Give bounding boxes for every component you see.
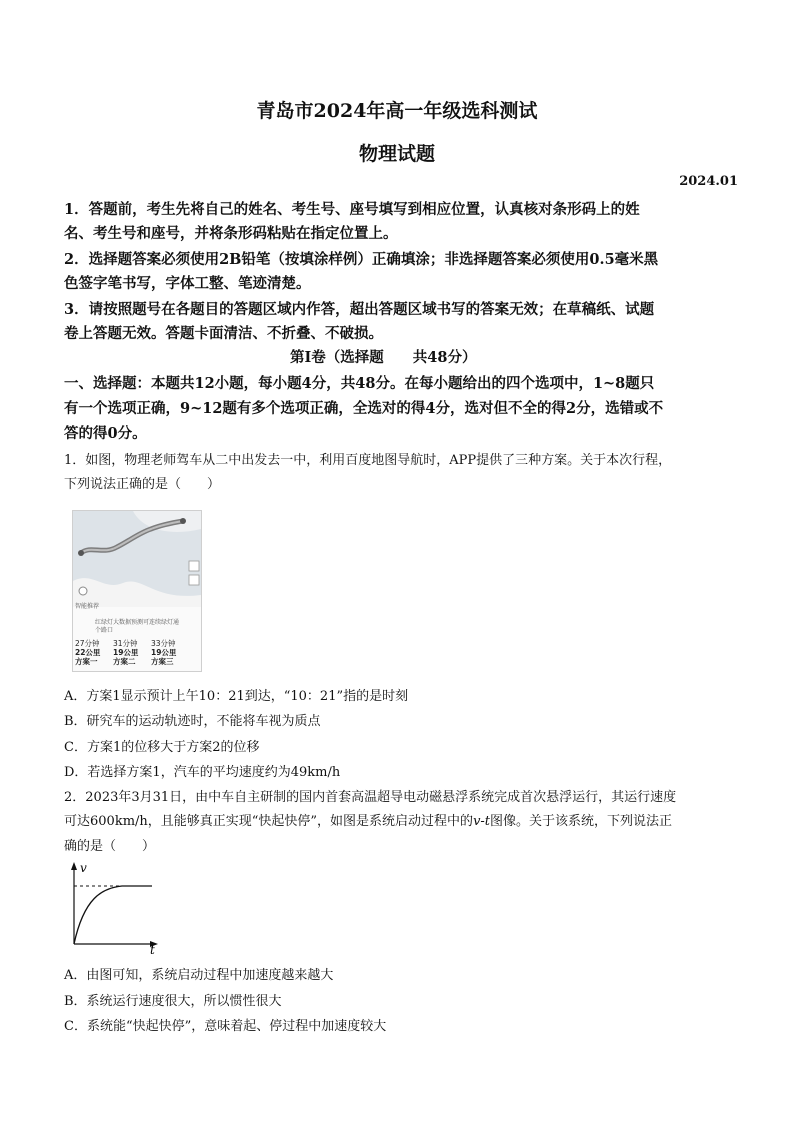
q1-stem-line-1: 1．如图，物理老师驾车从二中出发去一中，利用百度地图导航时，APP提供了三种方案。关于本次行程， <box>64 453 672 468</box>
velocity-time-graph <box>62 858 162 956</box>
q1-stem-line-2: 下列说法正确的是（ ） <box>64 477 221 492</box>
route-plan-3-name: 方案三 <box>151 657 174 666</box>
route-plan-1-distance: 22公里 <box>75 648 101 657</box>
notice-line-2: 名、考生号和座号，并将条形码粘贴在指定位置上。 <box>64 225 398 242</box>
notice-line-6: 卷上答题无效。答题卡面清洁、不折叠、不破损。 <box>64 325 383 342</box>
route-plan-3-time: 33分钟 <box>151 639 176 648</box>
q1-option-d: D．若选择方案1，汽车的平均速度约为49km/h <box>64 765 341 780</box>
route-plan-2-time: 31分钟 <box>113 639 138 648</box>
notice-line-5: 3．请按照题号在各题目的答题区域内作答，超出答题区域书写的答案无效；在草稿纸、试题 <box>64 301 655 318</box>
q2-stem-line-2 <box>64 810 672 829</box>
route-plan-3-distance: 19公里 <box>151 648 177 657</box>
subject-title: 物理试题 <box>358 143 435 165</box>
notice-line-1: 1．答题前，考生先将自己的姓名、考生号、座号填写到相应位置，认真核对条形码上的姓 <box>64 201 640 218</box>
q2-stem-line-2-text: 可达600km/h，且能够真正实现“快起快停”，如图是系统启动过程中的 <box>64 814 474 829</box>
section-instruction-2: 有一个选项正确，9~12题有多个选项正确，全选对的得4分，选对但不全的得2分，选错或不 <box>64 400 664 417</box>
q2-option-b: B．系统运行速度很大，所以惯性很大 <box>64 994 282 1009</box>
q2-stem-line-1: 2．2023年3月31日，由中车自主研制的国内首套高温超导电动磁悬浮系统完成首次悬浮运行，其运行速度 <box>64 790 677 805</box>
v-axis-label: v <box>80 861 87 875</box>
q2-option-c: C．系统能“快起快停”，意味着起、停过程中加速度较大 <box>64 1019 387 1034</box>
route-plan-3 <box>151 639 191 666</box>
q2-stem-line-2-tail: 图像。关于该系统，下列说法正 <box>490 814 673 829</box>
route-plan-2-name: 方案二 <box>113 657 136 666</box>
route-plan-1-name: 方案一 <box>75 657 98 666</box>
q2-stem-line-3: 确的是（ ） <box>64 839 156 854</box>
q2-graph-term: v-t <box>473 814 491 829</box>
route-plan-1-time: 27分钟 <box>75 639 100 648</box>
section-title: 第Ⅰ卷（选择题 共48分） <box>290 349 477 366</box>
route-plan-2 <box>113 639 153 666</box>
q1-option-b: B．研究车的运动轨迹时，不能将车视为质点 <box>64 714 321 729</box>
route-plan-1 <box>75 639 115 666</box>
map-traffic-notice-2: 个路口 <box>95 627 114 634</box>
t-axis-label: t <box>150 943 155 956</box>
v-axis-arrow <box>71 862 77 870</box>
route-plan-2-distance: 19公里 <box>113 648 139 657</box>
map-recommend-label: 智能推荐 <box>75 603 100 610</box>
exam-title: 青岛市2024年高一年级选科测试 <box>256 100 538 122</box>
exam-date: 2024.01 <box>679 174 738 189</box>
navigation-map-image <box>72 510 202 672</box>
notice-line-3: 2．选择题答案必须使用2B铅笔（按填涂样例）正确填涂；非选择题答案必须使用0.5毫米黑 <box>64 251 659 268</box>
q1-option-c: C．方案1的位移大于方案2的位移 <box>64 740 260 755</box>
section-instruction-1: 一、选择题：本题共12小题，每小题4分，共48分。在每小题给出的四个选项中，1~8题只 <box>64 375 655 392</box>
section-instruction-3: 答的得0分。 <box>64 425 147 442</box>
map-route-drawing <box>73 511 201 611</box>
q2-option-a: A．由图可知，系统启动过程中加速度越来越大 <box>64 968 334 983</box>
notice-line-4: 色签字笔书写，字体工整、笔迹清楚。 <box>64 275 311 292</box>
map-traffic-notice: 红绿灯大数据预测可连续绿灯通 <box>95 619 180 626</box>
velocity-curve <box>74 886 152 944</box>
q1-option-a: A．方案1显示预计上午10：21到达，“10：21”指的是时刻 <box>64 689 409 704</box>
